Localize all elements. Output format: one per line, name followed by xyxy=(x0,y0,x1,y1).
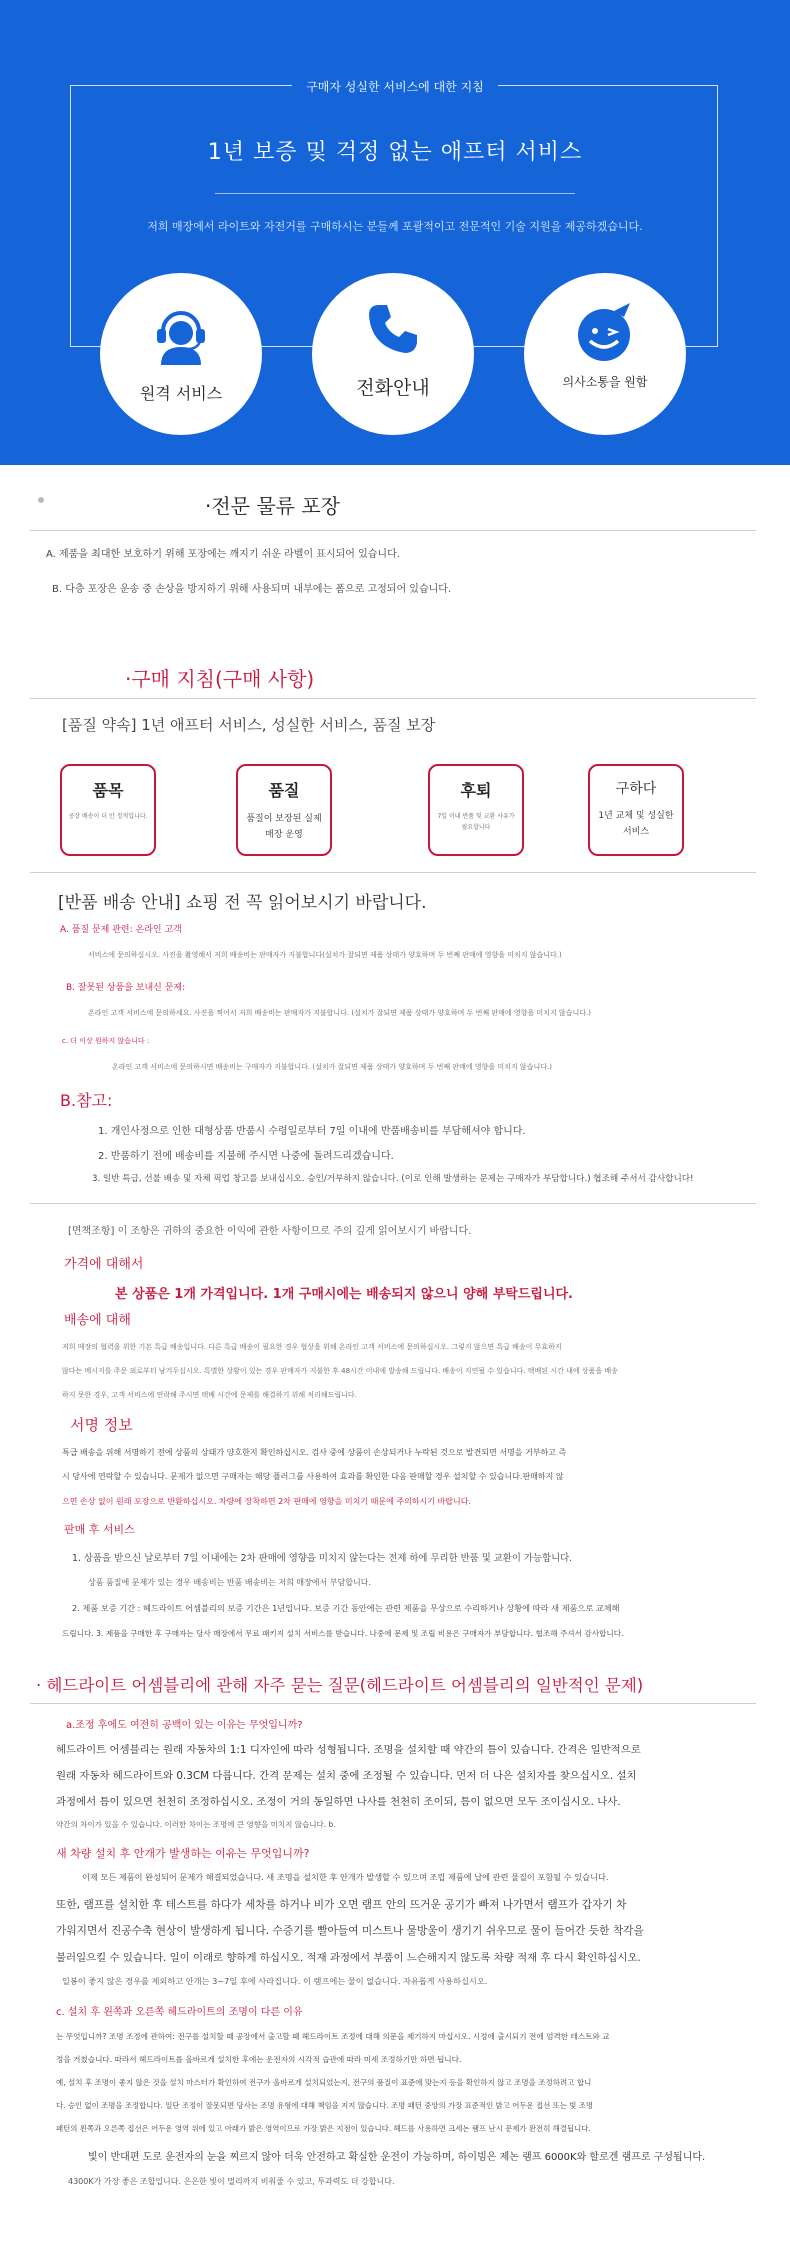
faq-title: · 헤드라이트 어셈블리에 관해 자주 묻는 질문(헤드라이트 어셈블리의 일반적인 문제) xyxy=(36,1676,644,1695)
returns-note-head: B.참고: xyxy=(60,1091,113,1110)
service-chat xyxy=(524,273,686,435)
guide-card-quality xyxy=(236,764,332,856)
returns-a-text: 서비스에 문의하십시오. 사진을 촬영해서 저희 배송비는 판매자가 지불합니다(설치가 잘되면 제품 상태가 양호하며 두 번째 판매에 영향을 미치지 않습니다.) xyxy=(88,951,562,959)
faq-answer: 원래 자동차 헤드라이트와 0.3CM 다릅니다. 간격 문제는 설치 중에 조정될 수 있습니다. 먼저 더 나은 설치자를 찾으십시오. 설치 xyxy=(56,1770,637,1782)
delivery-line: 않다는 메시지를 주문 외로부터 남겨두십시오. 특별한 상황이 있는 경우 판매자가 지불한 후 48시간 이내에 발송해 드립니다. 배송이 지연될 수 있습니다. 택배된 시간 내에 상품을 배송 xyxy=(62,1367,618,1375)
returns-b-text: 온라인 고객 서비스에 문의하세요. 사진을 찍어서 저희 배송비는 판매자가 지불합니다. (설치가 잘되면 제품 상태가 양호하며 두 번째 판매에 영향을 미치지 않습니다.) xyxy=(88,1009,591,1017)
returns-a-head: A. 품질 문제 관련: 온라인 고객 xyxy=(60,925,182,935)
card-title: 품질 xyxy=(268,781,300,800)
service-remote xyxy=(100,273,262,435)
divider xyxy=(30,1203,756,1204)
hero-banner xyxy=(0,0,790,465)
hero-kicker: 구매자 성실한 서비스에 대한 지침 xyxy=(0,76,790,95)
sign-line: 특급 배송을 위해 서명하기 전에 상품의 상태가 양호한지 확인하십시오. 검사 중에 상품이 손상되거나 누락된 것으로 발견되면 서명을 거부하고 즉 xyxy=(62,1448,567,1457)
disclaimer-intro: [면책조항] 이 조항은 귀하의 중요한 이익에 관한 사항이므로 주의 깊게 읽어보시기 바랍니다. xyxy=(68,1226,472,1237)
phone-icon xyxy=(365,301,421,357)
faq-answer-small: 는 무엇입니까? 조명 조정에 관하여: 전구를 설치할 때 공장에서 출고할 때 헤드라이트 조정에 대해 의문을 제기하지 마십시오. 시정에 출시되기 전에 엄격한 테스트와 교 xyxy=(56,2032,610,2041)
faq-answer-small: 정을 거쳤습니다. 따라서 헤드라이트를 올바르게 설치한 후에는 운전자의 시각적 습관에 따라 미세 조정하기만 하면 됩니다. xyxy=(56,2055,462,2064)
faq-answer: 불러일으킬 수 있습니다. 일이 이래로 향하게 하십시오. 적재 과정에서 부품이 느슨해지지 않도록 차량 적재 후 다시 확인하십시오. xyxy=(56,1952,641,1964)
returns-note: 2. 반품하기 전에 배송비를 지불해 주시면 나중에 돌려드리겠습니다. xyxy=(98,1151,394,1162)
card-desc: 1년 교체 및 성실한 서비스 xyxy=(598,811,674,837)
packaging-item: A. 제품을 최대한 보호하기 위해 포장에는 깨지기 쉬운 라벨이 표시되어 있습니다. xyxy=(46,549,400,560)
faq-answer: 헤드라이트 어셈블리는 원래 자동차의 1:1 디자인에 따라 성형됩니다. 조명을 설치할 때 약간의 틈이 있습니다. 간격은 일반적으로 xyxy=(56,1744,641,1756)
service-label: 전화안내 xyxy=(356,377,430,399)
guide-card-save xyxy=(588,764,684,856)
service-label: 의사소통을 원함 xyxy=(562,375,648,389)
faq-answer: 가워지면서 진공수축 현상이 발생하게 됩니다. 수증기를 빨아들여 미스트나 물방울이 생기기 쉬우므로 물이 들어간 듯한 착각을 xyxy=(56,1924,644,1937)
headset-icon xyxy=(151,303,211,365)
faq-answer-small: 패턴의 왼쪽과 오른쪽 접선은 어두운 영역 위에 있고 아래가 밝은 영역이므로 가장 밝은 지점이 있습니다. 헤드를 사용하면 크세논 램프 난시 문제가 완전히 해결됩니다. xyxy=(56,2124,591,2133)
faq-question: a.조정 후에도 여전히 공백이 있는 이유는 무엇입니까? xyxy=(66,1720,303,1731)
faq-answer: 과정에서 틈이 있으면 천천히 조정하십시오. 조정이 거의 동일하면 나사를 천천히 조이되, 틈이 없으면 모두 조이십시오. 나사. xyxy=(56,1796,621,1808)
hero-title: 1년 보증 및 걱정 없는 애프터 서비스 xyxy=(207,140,583,165)
price-text: 본 상품은 1개 가격입니다. 1개 구매시에는 배송되지 않으니 양해 부탁드립니다. xyxy=(115,1287,573,1302)
returns-title: [반품 배송 안내] 쇼핑 전 꼭 읽어보시기 바랍니다. xyxy=(58,893,427,913)
faq-answer-small: 이제 모든 제품이 완성되어 문제가 해결되었습니다. 새 조명을 설치한 후 안개가 발생할 수 있으며 조립 제품에 납에 관련 물질이 포함될 수 있습니다. xyxy=(82,1872,609,1882)
after-sales-line: 상품 품질에 문제가 있는 경우 배송비는 반품 배송비는 저희 매장에서 부담합니다. xyxy=(88,1578,371,1587)
faq-answer-small: 예, 설치 후 조명이 좋지 않은 것을 설치 마스터가 확인하여 전구가 올바르게 설치되었는지, 전구의 품질이 표준에 맞는지 등을 확인하지 않고 조명을 조정하려고 합니 xyxy=(56,2078,592,2087)
after-sales-line: 2. 제품 보증 기간 : 헤드라이트 어셈블리의 보증 기간은 1년입니다. 보증 기간 동안에는 관련 제품을 무상으로 수리하거나 상황에 따라 새 제품으로 교체해 xyxy=(72,1603,620,1613)
card-desc: 공장 배송이 더 안 정적입니다. xyxy=(68,813,148,820)
delivery-head: 배송에 대해 xyxy=(64,1313,131,1328)
after-sales-head: 판매 후 서비스 xyxy=(64,1523,135,1536)
sign-head: 서명 정보 xyxy=(70,1416,133,1434)
card-title: 구하다 xyxy=(615,781,657,797)
faq-question: 새 차량 설치 후 안개가 발생하는 이유는 무엇입니까? xyxy=(56,1847,310,1860)
faq-answer: 또한, 램프를 설치한 후 테스트를 하다가 세차를 하거나 비가 오면 램프 안의 뜨거운 공기가 빠져 나가면서 램프가 갑자기 차 xyxy=(56,1898,627,1911)
service-phone xyxy=(312,273,474,435)
returns-note: 3. 일반 특급, 선불 배송 및 자체 픽업 창고를 보내십시오. 승인/거부하지 않습니다. (이로 인해 발생하는 문제는 구매자가 부담합니다.) 협조해 주셔서 감사합니다! xyxy=(92,1174,694,1184)
guide-card-item xyxy=(60,764,156,856)
faq-question: c. 설치 후 왼쪽과 오른쪽 헤드라이트의 조명이 다른 이유 xyxy=(56,2007,303,2018)
chat-smile-icon xyxy=(570,301,640,363)
faq-answer-small: 약간의 차이가 있을 수 있습니다. 이러한 차이는 조명에 큰 영향을 미치지 않습니다. b. xyxy=(56,1820,336,1829)
divider xyxy=(30,1703,756,1704)
card-title: 품목 xyxy=(92,781,124,800)
returns-c-text: 온라인 고객 서비스에 문의하시면 배송비는 구매자가 지불합니다. (설치가 잘되면 제품 상태가 양호하며 두 번째 판매에 영향을 미치지 않습니다.) xyxy=(112,1063,552,1071)
faq-answer-small: 다. 승인 없이 조명을 조정합니다. 일단 조정이 잘못되면 당사는 조명 유형에 대해 책임을 지지 않습니다. 조명 패턴 중앙의 가장 표준적인 밝고 어두운 접선 또는 빛 조명 xyxy=(56,2101,593,2110)
returns-b-head: B. 잘못된 상품을 보내신 문제: xyxy=(66,983,186,993)
divider xyxy=(30,872,756,873)
packaging-title: ·전문 물류 포장 xyxy=(205,494,340,518)
card-title: 후퇴 xyxy=(460,781,492,800)
service-label: 원격 서비스 xyxy=(139,384,223,403)
after-sales-line: 드립니다. 3. 제품을 구매한 후 구매자는 당사 매장에서 무료 패키지 설치 서비스를 받습니다. 나중에 문제 및 조립 비용은 구매자가 부담합니다. 협조해 주셔서 감사합니다. xyxy=(62,1629,624,1638)
price-head: 가격에 대해서 xyxy=(64,1257,144,1272)
packaging-item: B. 다층 포장은 운송 중 손상을 방지하기 위해 사용되며 내부에는 폼으로 고정되어 있습니다. xyxy=(52,584,452,595)
sign-line: 시 당사에 연락할 수 있습니다. 문제가 없으면 구매자는 해당 플러그를 사용하여 효과를 확인한 다음 판매할 경우 설치할 수 있습니다.판매하지 않 xyxy=(62,1472,564,1481)
bullet-dot xyxy=(38,497,44,503)
sign-line: 으면 손상 없이 원래 포장으로 반환하십시오. 차량에 장착하면 2차 판매에 영향을 미치기 때문에 주의하시기 바랍니다. xyxy=(62,1497,471,1506)
card-desc: 품질이 보장된 실제 매장 운영 xyxy=(246,814,322,840)
faq-answer-small: 4300K가 가장 좋은 조합입니다. 은은한 빛이 멀리까지 비춰줄 수 있고, 투과력도 더 강합니다. xyxy=(68,2177,395,2186)
card-desc: 7일 이내 반품 및 교환 사유가 필요합니다 xyxy=(437,813,515,831)
guide-title: ·구매 지침(구매 사항) xyxy=(125,667,315,691)
divider xyxy=(30,698,756,699)
quality-promise: [품질 약속] 1년 애프터 서비스, 성실한 서비스, 품질 보장 xyxy=(62,716,436,734)
delivery-line: 하지 못한 경우, 고객 서비스에 연락해 주시면 택배 시간에 문제를 해결하기 위해 처리해드립니다. xyxy=(62,1391,357,1399)
faq-answer-small: 일봉이 좋지 않은 경우를 제외하고 안개는 3~7일 후에 사라집니다. 이 램프에는 물이 없습니다. 자유롭게 사용하십시오. xyxy=(62,1976,488,1986)
hero-divider xyxy=(215,193,575,194)
divider xyxy=(30,530,756,531)
faq-answer: 빛이 반대편 도로 운전자의 눈을 찌르지 않아 더욱 안전하고 확실한 운전이 가능하며, 하이빔은 제논 램프 6000K와 할로겐 램프로 구성됩니다. xyxy=(88,2152,706,2163)
delivery-line: 저희 매장의 협력을 위한 기본 특급 배송입니다. 다른 특급 배송이 필요한 경우 협상을 위해 온라인 고객 서비스에 문의하십시오. 그렇지 않으면 특급 배송이 무효하지 xyxy=(62,1343,562,1351)
after-sales-line: 1. 상품을 받으신 날로부터 7일 이내에는 2차 판매에 영향을 미치지 않는다는 전제 하에 무리한 반품 및 교환이 가능합니다. xyxy=(72,1553,573,1564)
guide-card-return xyxy=(428,764,524,856)
hero-subtitle: 저희 매장에서 라이트와 자전거를 구매하시는 분들께 포괄적이고 전문적인 기술 지원을 제공하겠습니다. xyxy=(147,220,643,233)
returns-c-head: c. 더 이상 원하지 않습니다 : xyxy=(62,1037,150,1045)
returns-note: 1. 개인사정으로 인한 대형상품 반품시 수령일로부터 7일 이내에 반품배송비를 부담해셔야 합니다. xyxy=(98,1126,526,1137)
